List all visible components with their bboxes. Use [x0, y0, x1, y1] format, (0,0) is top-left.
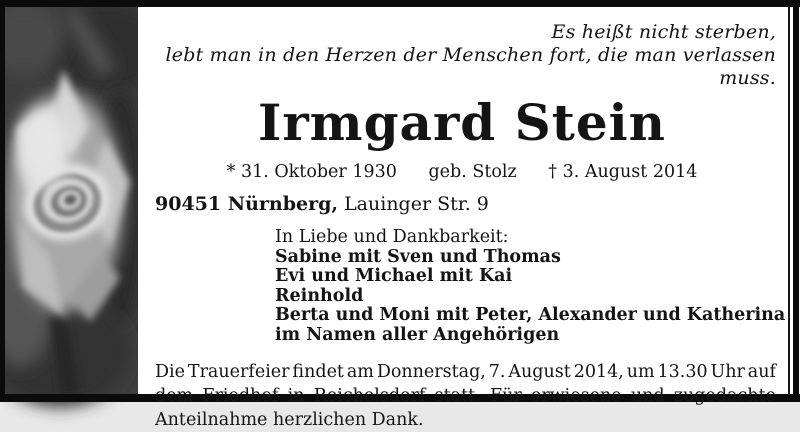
mourner-line: Berta und Moni mit Peter, Alexander und Katherina: [275, 305, 786, 325]
frame-top-rule: [0, 0, 800, 7]
birth-date: * 31. Oktober 1930: [226, 162, 397, 182]
deceased-name: Irmgard Stein: [257, 93, 667, 152]
mourners-block: [138, 228, 786, 345]
rose-photo-image: [5, 7, 138, 394]
mourner-line: Reinhold: [275, 285, 364, 306]
funeral-line-2: dem Friedhof in Reichelsdorf statt. Für erwiesene und zugedachte: [155, 386, 776, 406]
frame-right-thin-rule: [788, 7, 790, 394]
rose-photo: [5, 7, 138, 394]
funeral-line-1: Die Trauerfeier findet am Donnerstag, 7. August 2014, um 13.30 Uhr auf: [155, 362, 776, 382]
funeral-line-3: Anteilnahme herzlichen Dank.: [155, 410, 424, 430]
address-street: Lauinger Str. 9: [344, 193, 489, 215]
mourner-line: Sabine mit Sven und Thomas: [275, 246, 561, 267]
epitaph-line-1: Es heißt nicht sterben,: [551, 21, 776, 43]
frame-left-rule: [0, 0, 5, 402]
obituary-content: [138, 7, 786, 430]
life-dates: [138, 162, 786, 182]
frame-right-thick-rule: [793, 0, 799, 402]
mourner-line: Evi und Michael mit Kai: [275, 266, 513, 286]
epitaph: [138, 7, 786, 90]
epitaph-line-2: lebt man in den Herzen der Menschen fort, die man verlassen muss.: [165, 44, 776, 89]
address-line: [138, 193, 786, 215]
funeral-info: [138, 360, 786, 432]
death-date: † 3. August 2014: [548, 162, 698, 182]
mourner-line: im Namen aller Angehörigen: [275, 324, 560, 345]
address-city: 90451 Nürnberg,: [155, 193, 339, 215]
maiden-name: geb. Stolz: [428, 162, 517, 182]
mourners-intro: In Liebe und Dankbarkeit:: [275, 227, 509, 247]
